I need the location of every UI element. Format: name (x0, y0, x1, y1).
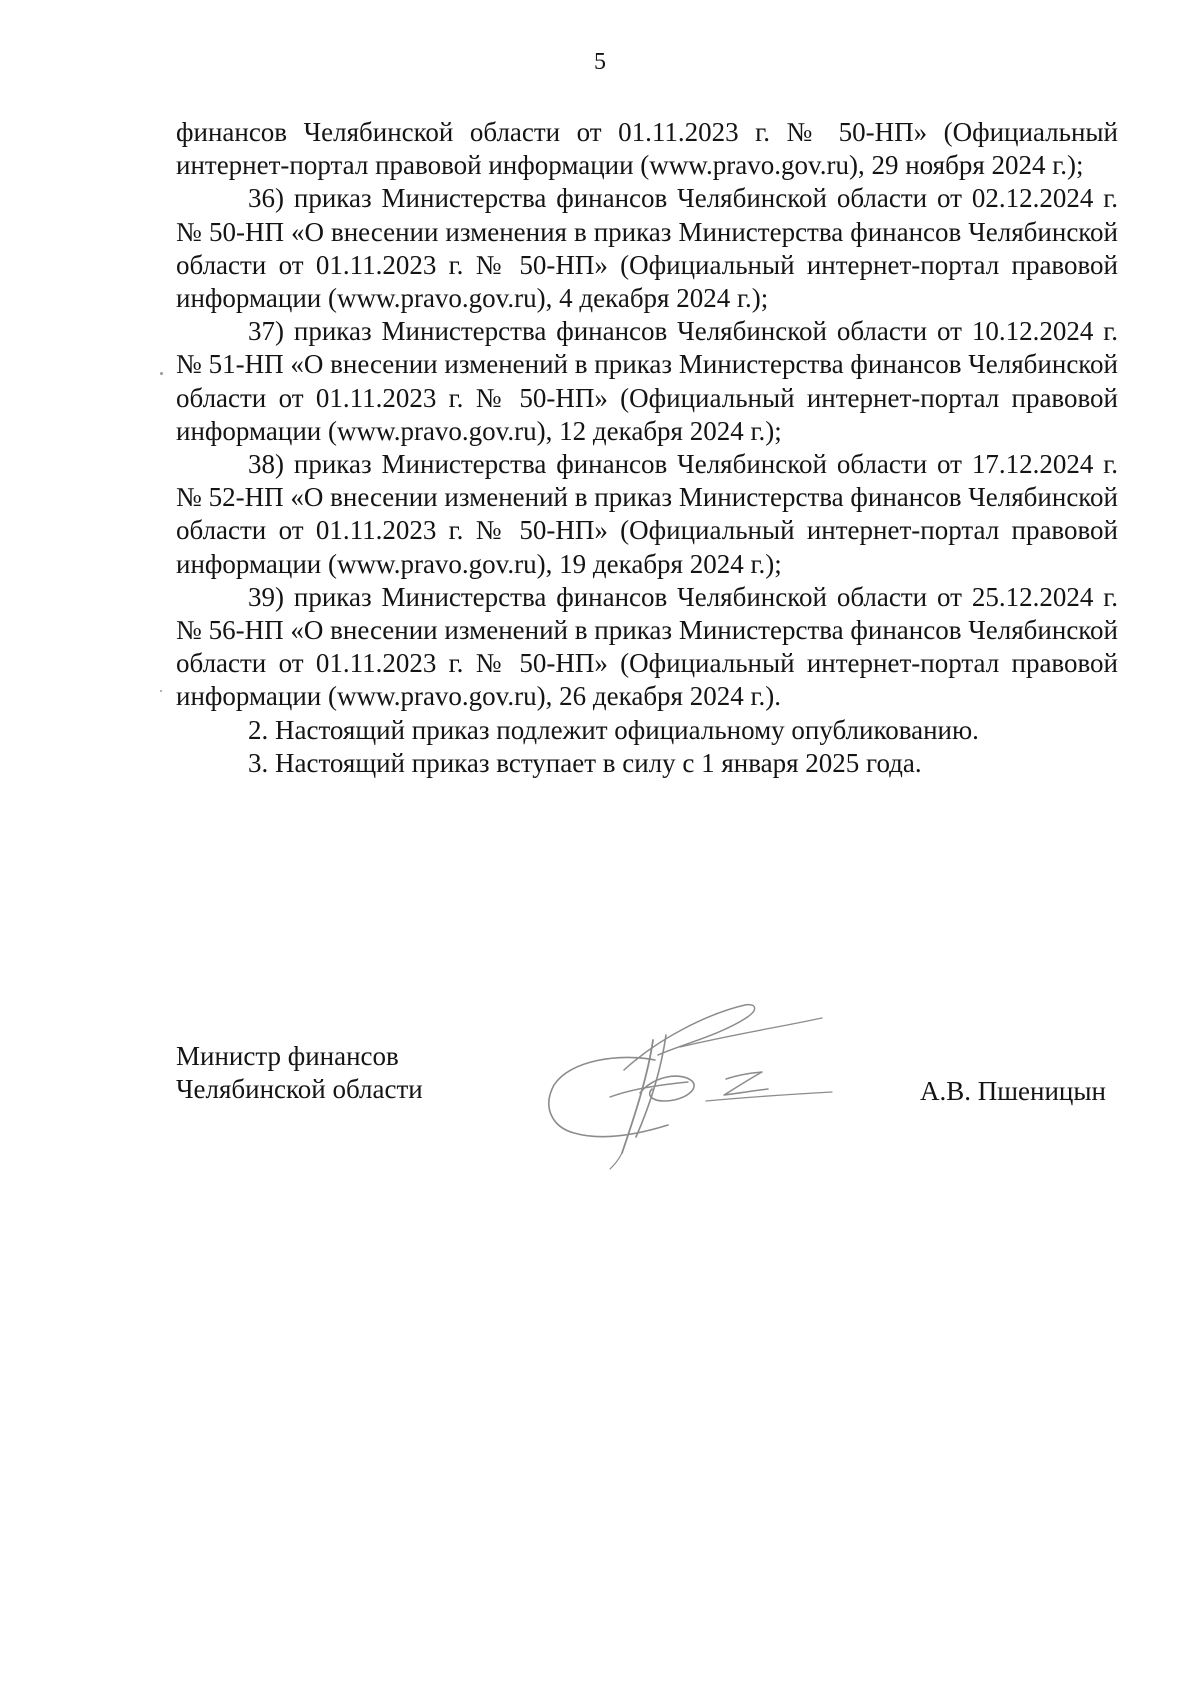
list-item-36: 36) приказ Министерства финансов Челябинской области от 02.12.2024 г. № 50-НП «О внесении изменения в приказ Министерства финансов Челябинской области от 01.11.2023 г. № 50-НП» (Официальный интернет-портал правовой информации (www.pravo.gov.ru), 4 декабря 2024 г.); (176, 183, 1118, 314)
handwritten-signature (540, 985, 870, 1170)
signer-name: А.В. Пшеницын (920, 1076, 1106, 1106)
clause-2: 2. Настоящий приказ подлежит официальному опубликованию. (248, 714, 979, 745)
page-number: 5 (594, 49, 606, 75)
scan-speck (160, 372, 163, 375)
list-item-38: 38) приказ Министерства финансов Челябинской области от 17.12.2024 г. № 52-НП «О внесении изменений в приказ Министерства финансов Челябинской области от 01.11.2023 г. № 50-НП» (Официальный интернет-портал правовой информации (www.pravo.gov.ru), 19 декабря 2024 г.); (176, 449, 1118, 579)
signer-title (176, 1040, 423, 1106)
scan-speck (160, 690, 162, 692)
paragraph-continuation: финансов Челябинской области от 01.11.2023 г. № 50-НП» (Официальный интернет-портал правовой информации (www.pravo.gov.ru), 29 ноября 2024 г.); (176, 117, 1118, 181)
clause-3: 3. Настоящий приказ вступает в силу с 1 января 2025 года. (248, 747, 922, 778)
list-item-37: 37) приказ Министерства финансов Челябинской области от 10.12.2024 г. № 51-НП «О внесении изменений в приказ Министерства финансов Челябинской области от 01.11.2023 г. № 50-НП» (Официальный интернет-портал правовой информации (www.pravo.gov.ru), 12 декабря 2024 г.); (176, 316, 1118, 446)
signer-title-line-1: Министр финансов (176, 1041, 399, 1071)
signer-title-line-2: Челябинской области (176, 1074, 423, 1104)
list-item-39: 39) приказ Министерства финансов Челябинской области от 25.12.2024 г. № 56-НП «О внесении изменений в приказ Министерства финансов Челябинской области от 01.11.2023 г. № 50-НП» (Официальный интернет-портал правовой информации (www.pravo.gov.ru), 26 декабря 2024 г.). (176, 581, 1118, 712)
document-body (176, 116, 1118, 780)
